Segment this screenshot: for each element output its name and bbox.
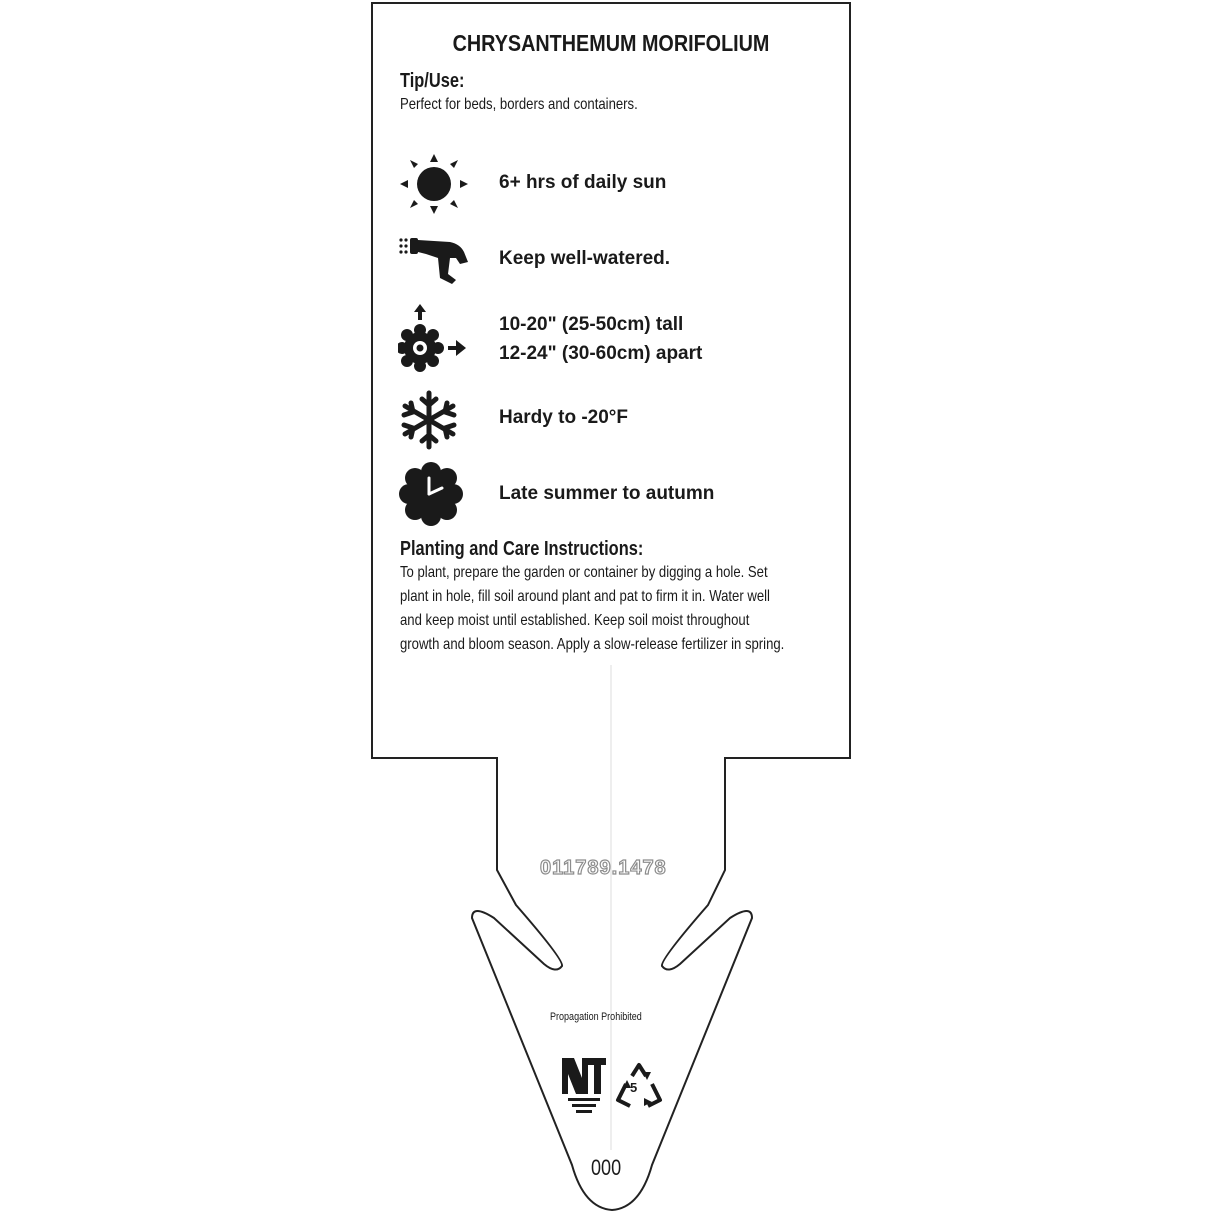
recycle-number: 5: [630, 1080, 638, 1095]
bloom-time-clock-icon: [398, 462, 464, 526]
sun-icon: [398, 152, 470, 216]
planting-instructions-heading: Planting and Care Instructions:: [400, 538, 644, 560]
water-requirement-label: Keep well-watered.: [499, 248, 671, 269]
sun-requirement: [499, 172, 666, 194]
plant-size-icon: [398, 302, 470, 374]
tip-use-heading: Tip/Use:: [400, 70, 465, 92]
tip-use-text: Perfect for beds, borders and containers.: [400, 96, 638, 113]
propagation-notice: Propagation Prohibited: [550, 1011, 642, 1023]
height-spec-label: 10-20" (25-50cm) tall: [499, 314, 684, 335]
hardiness-spec-label: Hardy to -20°F: [499, 407, 629, 428]
water-requirement: [499, 248, 670, 270]
bloom-season: [499, 483, 714, 505]
water-spray-nozzle-icon: [398, 234, 470, 286]
bloom-season-label: Late summer to autumn: [499, 483, 715, 504]
sku-number: 011789.1478: [540, 857, 667, 879]
hardiness-spec: [499, 407, 628, 429]
spacing-spec: [499, 343, 702, 365]
manufacturer-logo-icon: [562, 1058, 606, 1122]
plant-name-title: CHRYSANTHEMUM MORIFOLIUM: [452, 30, 770, 56]
spacing-spec-label: 12-24" (30-60cm) apart: [499, 343, 703, 364]
planting-instructions-line: To plant, prepare the garden or container by digging a hole. Set: [400, 564, 768, 581]
planting-instructions-line: plant in hole, fill soil around plant and pat to firm it in. Water well: [400, 588, 770, 605]
recycle-symbol-icon: [614, 1062, 664, 1112]
height-spec: [499, 314, 683, 336]
planting-instructions-line: growth and bloom season. Apply a slow-release fertilizer in spring.: [400, 636, 785, 653]
tag-code: 000: [591, 1155, 622, 1180]
snowflake-icon: [398, 390, 460, 450]
sun-requirement-label: 6+ hrs of daily sun: [499, 172, 667, 193]
planting-instructions-line: and keep moist until established. Keep soil moist throughout: [400, 612, 750, 629]
